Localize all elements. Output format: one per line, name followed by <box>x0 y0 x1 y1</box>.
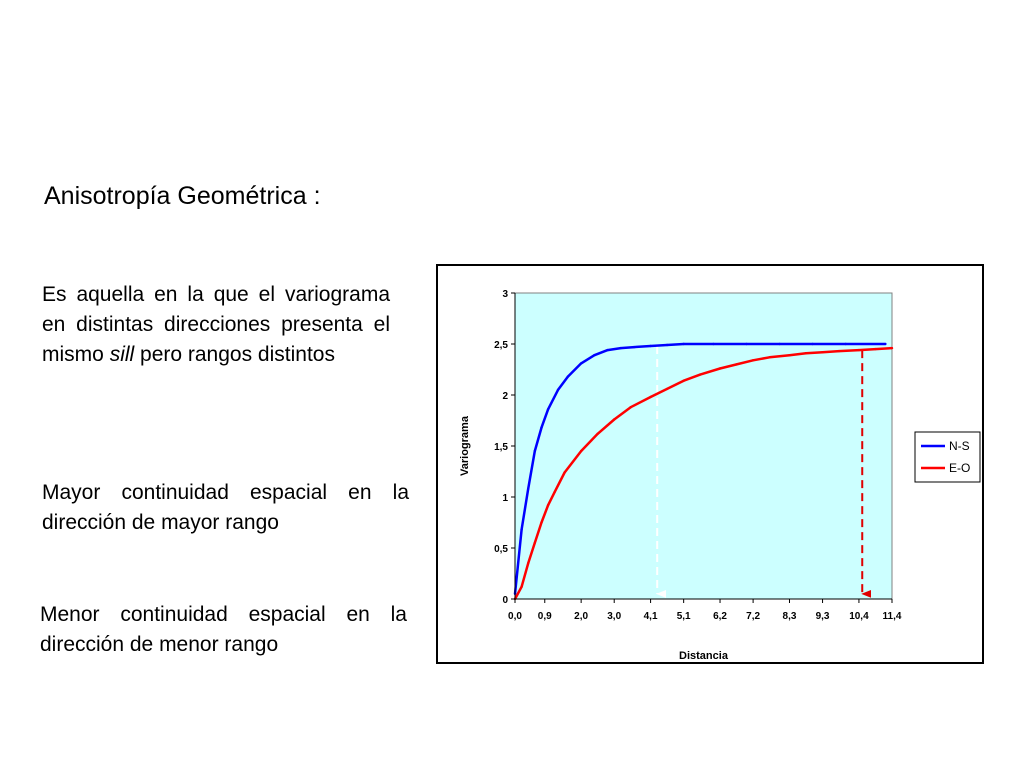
data-point-n-s <box>520 528 522 530</box>
data-point-e-o <box>752 359 754 361</box>
data-point-n-s <box>580 362 582 364</box>
major-continuity-paragraph: Mayor continuidad espacial en la dirección de mayor rango <box>42 481 409 534</box>
data-point-n-s <box>593 354 595 356</box>
data-point-e-o <box>547 504 549 506</box>
data-point-e-o <box>563 471 565 473</box>
data-point-n-s <box>540 426 542 428</box>
x-tick-label: 0,0 <box>508 611 522 622</box>
data-point-e-o <box>527 562 529 564</box>
data-point-n-s <box>683 343 685 345</box>
x-tick-label: 8,3 <box>782 611 797 622</box>
data-point-n-s <box>712 343 714 345</box>
definition-text: Es aquella en la que el variograma en distintas direcciones presenta el mismo <box>42 283 390 366</box>
data-point-e-o <box>520 586 522 588</box>
x-tick-label: 0,9 <box>537 611 552 622</box>
y-tick-label: 1,5 <box>494 442 508 453</box>
data-point-e-o <box>891 347 893 349</box>
data-point-e-o <box>554 491 556 493</box>
data-point-n-s <box>620 347 622 349</box>
y-axis-title: Variograma <box>459 416 471 476</box>
definition-paragraph <box>42 280 390 370</box>
data-point-n-s <box>745 343 747 345</box>
data-point-e-o <box>874 348 876 350</box>
minor-continuity-paragraph: Menor continuidad espacial en la dirección de menor rango <box>40 603 407 656</box>
data-point-e-o <box>534 542 536 544</box>
data-point-e-o <box>735 363 737 365</box>
data-point-n-s <box>778 343 780 345</box>
x-tick-label: 4,1 <box>643 611 658 622</box>
data-point-n-s <box>666 344 668 346</box>
variogram-chart <box>438 266 982 662</box>
data-point-e-o <box>630 406 632 408</box>
data-point-e-o <box>540 521 542 523</box>
y-tick-label: 3 <box>502 289 508 300</box>
x-tick-label: 5,1 <box>676 611 691 622</box>
data-point-e-o <box>719 367 721 369</box>
data-point-e-o <box>858 349 860 351</box>
x-tick-label: 3,0 <box>607 611 622 622</box>
legend-label-n-s: N-S <box>949 439 970 453</box>
data-point-n-s <box>557 389 559 391</box>
y-tick-label: 0,5 <box>494 544 508 555</box>
legend-label-e-o: E-O <box>949 461 971 475</box>
y-tick-label: 2 <box>502 391 508 402</box>
data-point-n-s <box>811 343 813 345</box>
x-tick-label: 11,4 <box>882 611 902 622</box>
data-point-n-s <box>567 375 569 377</box>
data-point-e-o <box>805 352 807 354</box>
data-point-n-s <box>534 450 536 452</box>
y-tick-label: 1 <box>502 493 508 504</box>
y-tick-label: 2,5 <box>494 340 508 351</box>
data-point-n-s <box>845 343 847 345</box>
data-point-e-o <box>666 388 668 390</box>
x-tick-label: 9,3 <box>815 611 830 622</box>
data-point-e-o <box>580 450 582 452</box>
chart-frame <box>436 264 984 664</box>
data-point-n-s <box>884 343 886 345</box>
data-point-e-o <box>597 433 599 435</box>
slide-title: Anisotropía Geométrica : <box>44 182 321 210</box>
data-point-e-o <box>838 350 840 352</box>
sill-term: sill <box>109 343 135 366</box>
plot-area <box>515 293 892 599</box>
data-point-n-s <box>633 346 635 348</box>
data-point-n-s <box>527 488 529 490</box>
y-tick-label: 0 <box>502 595 508 606</box>
data-point-e-o <box>788 354 790 356</box>
data-point-e-o <box>768 356 770 358</box>
data-point-e-o <box>683 380 685 382</box>
data-point-e-o <box>821 351 823 353</box>
data-point-n-s <box>547 408 549 410</box>
data-point-n-s <box>649 345 651 347</box>
x-tick-label: 10,4 <box>849 611 869 622</box>
x-tick-label: 6,2 <box>713 611 727 622</box>
x-tick-label: 2,0 <box>574 611 589 622</box>
data-point-n-s <box>606 349 608 351</box>
x-axis-title: Distancia <box>679 650 728 662</box>
data-point-e-o <box>613 418 615 420</box>
data-point-e-o <box>649 396 651 398</box>
x-tick-label: 7,2 <box>746 611 761 622</box>
data-point-e-o <box>699 373 701 375</box>
definition-text-end: pero rangos distintos <box>134 343 335 366</box>
